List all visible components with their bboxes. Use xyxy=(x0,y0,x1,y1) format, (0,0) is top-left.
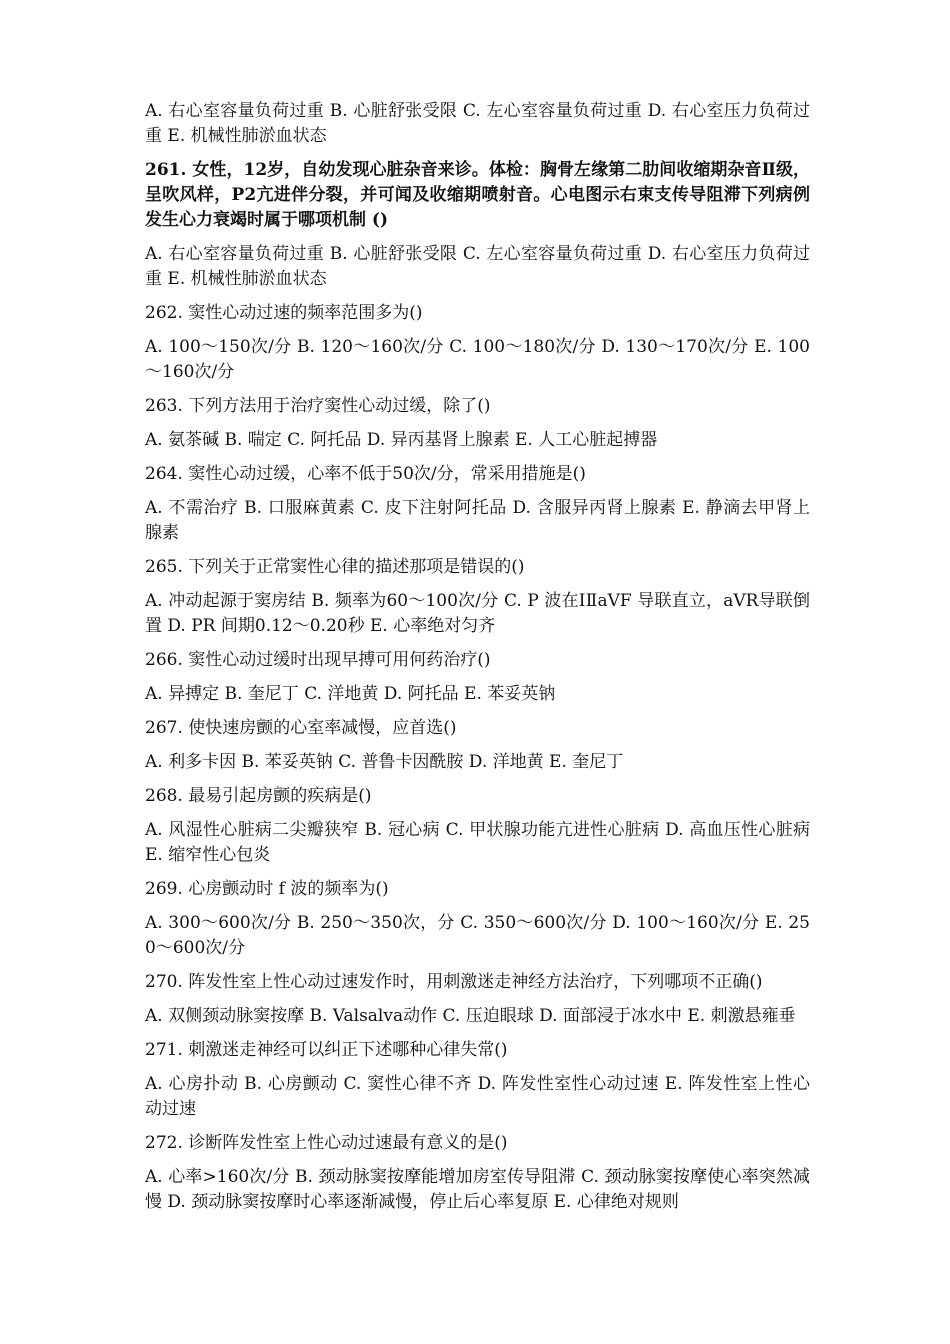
answer-options-263: A. 氨茶碱 B. 喘定 C. 阿托品 D. 异丙基肾上腺素 E. 人工心脏起搏器 xyxy=(145,430,658,450)
answer-options-264: A. 不需治疗 B. 口服麻黄素 C. 皮下注射阿托品 D. 含服异丙肾上腺素 E. 静滴去甲肾上腺素 xyxy=(145,498,810,543)
answer-options-268: A. 风湿性心脏病二尖瓣狭窄 B. 冠心病 C. 甲状腺功能亢进性心脏病 D. 高血压性心脏病 E. 缩窄性心包炎 xyxy=(145,820,810,865)
answer-options-262: A. 100～150次/分 B. 120～160次/分 C. 100～180次/分 D. 130～170次/分 E. 100～160次/分 xyxy=(145,337,810,382)
question-271: 271. 刺激迷走神经可以纠正下述哪种心律失常() xyxy=(145,1040,508,1060)
answer-options-272: A. 心率>160次/分 B. 颈动脉窦按摩能增加房室传导阻滞 C. 颈动脉窦按摩使心率突然减慢 D. 颈动脉窦按摩时心率逐渐减慢，停止后心率复原 E. 心律绝对规则 xyxy=(145,1167,810,1212)
answer-options-266: A. 异搏定 B. 奎尼丁 C. 洋地黄 D. 阿托品 E. 苯妥英钠 xyxy=(145,684,556,704)
document-page xyxy=(145,99,810,1224)
question-262: 262. 窦性心动过速的频率范围多为() xyxy=(145,303,423,323)
answer-options-260: A. 右心室容量负荷过重 B. 心脏舒张受限 C. 左心室容量负荷过重 D. 右心室压力负荷过重 E. 机械性肺淤血状态 xyxy=(145,101,810,146)
answer-options-267: A. 利多卡因 B. 苯妥英钠 C. 普鲁卡因酰胺 D. 洋地黄 E. 奎尼丁 xyxy=(145,752,624,772)
question-265: 265. 下列关于正常窦性心律的描述那项是错误的() xyxy=(145,557,525,577)
question-261: 261. 女性，12岁，自幼发现心脏杂音来诊。体检：胸骨左缘第二肋间收缩期杂音Ⅱ级，呈吹风样，P2亢进伴分裂，并可闻及收缩期喷射音。心电图示右束支传导阻滞下列病例发生心力衰竭时属于哪项机制 () xyxy=(145,160,810,230)
answer-options-265: A. 冲动起源于窦房结 B. 频率为60～100次/分 C. P 波在ⅠⅡaVF 导联直立，aVR导联倒置 D. PR 间期0.12～0.20秒 E. 心率绝对匀齐 xyxy=(145,591,810,636)
answer-options-261: A. 右心室容量负荷过重 B. 心脏舒张受限 C. 左心室容量负荷过重 D. 右心室压力负荷过重 E. 机械性肺淤血状态 xyxy=(145,244,810,289)
answer-options-271: A. 心房扑动 B. 心房颤动 C. 窦性心律不齐 D. 阵发性室性心动过速 E. 阵发性室上性心动过速 xyxy=(145,1074,810,1119)
question-264: 264. 窦性心动过缓，心率不低于50次/分，常采用措施是() xyxy=(145,464,586,484)
question-270: 270. 阵发性室上性心动过速发作时，用刺激迷走神经方法治疗，下列哪项不正确() xyxy=(145,972,763,992)
question-266: 266. 窦性心动过缓时出现早搏可用何药治疗() xyxy=(145,650,491,670)
question-272: 272. 诊断阵发性室上性心动过速最有意义的是() xyxy=(145,1133,508,1153)
question-263: 263. 下列方法用于治疗窦性心动过缓，除了() xyxy=(145,396,491,416)
question-267: 267. 使快速房颤的心室率减慢，应首选() xyxy=(145,718,457,738)
answer-options-270: A. 双侧颈动脉窦按摩 B. Valsalva动作 C. 压迫眼球 D. 面部浸于冰水中 E. 刺激悬雍垂 xyxy=(145,1006,796,1026)
question-269: 269. 心房颤动时 f 波的频率为() xyxy=(145,879,389,899)
answer-options-269: A. 300～600次/分 B. 250～350次，分 C. 350～600次/分 D. 100～160次/分 E. 250～600次/分 xyxy=(145,913,810,958)
question-268: 268. 最易引起房颤的疾病是() xyxy=(145,786,372,806)
